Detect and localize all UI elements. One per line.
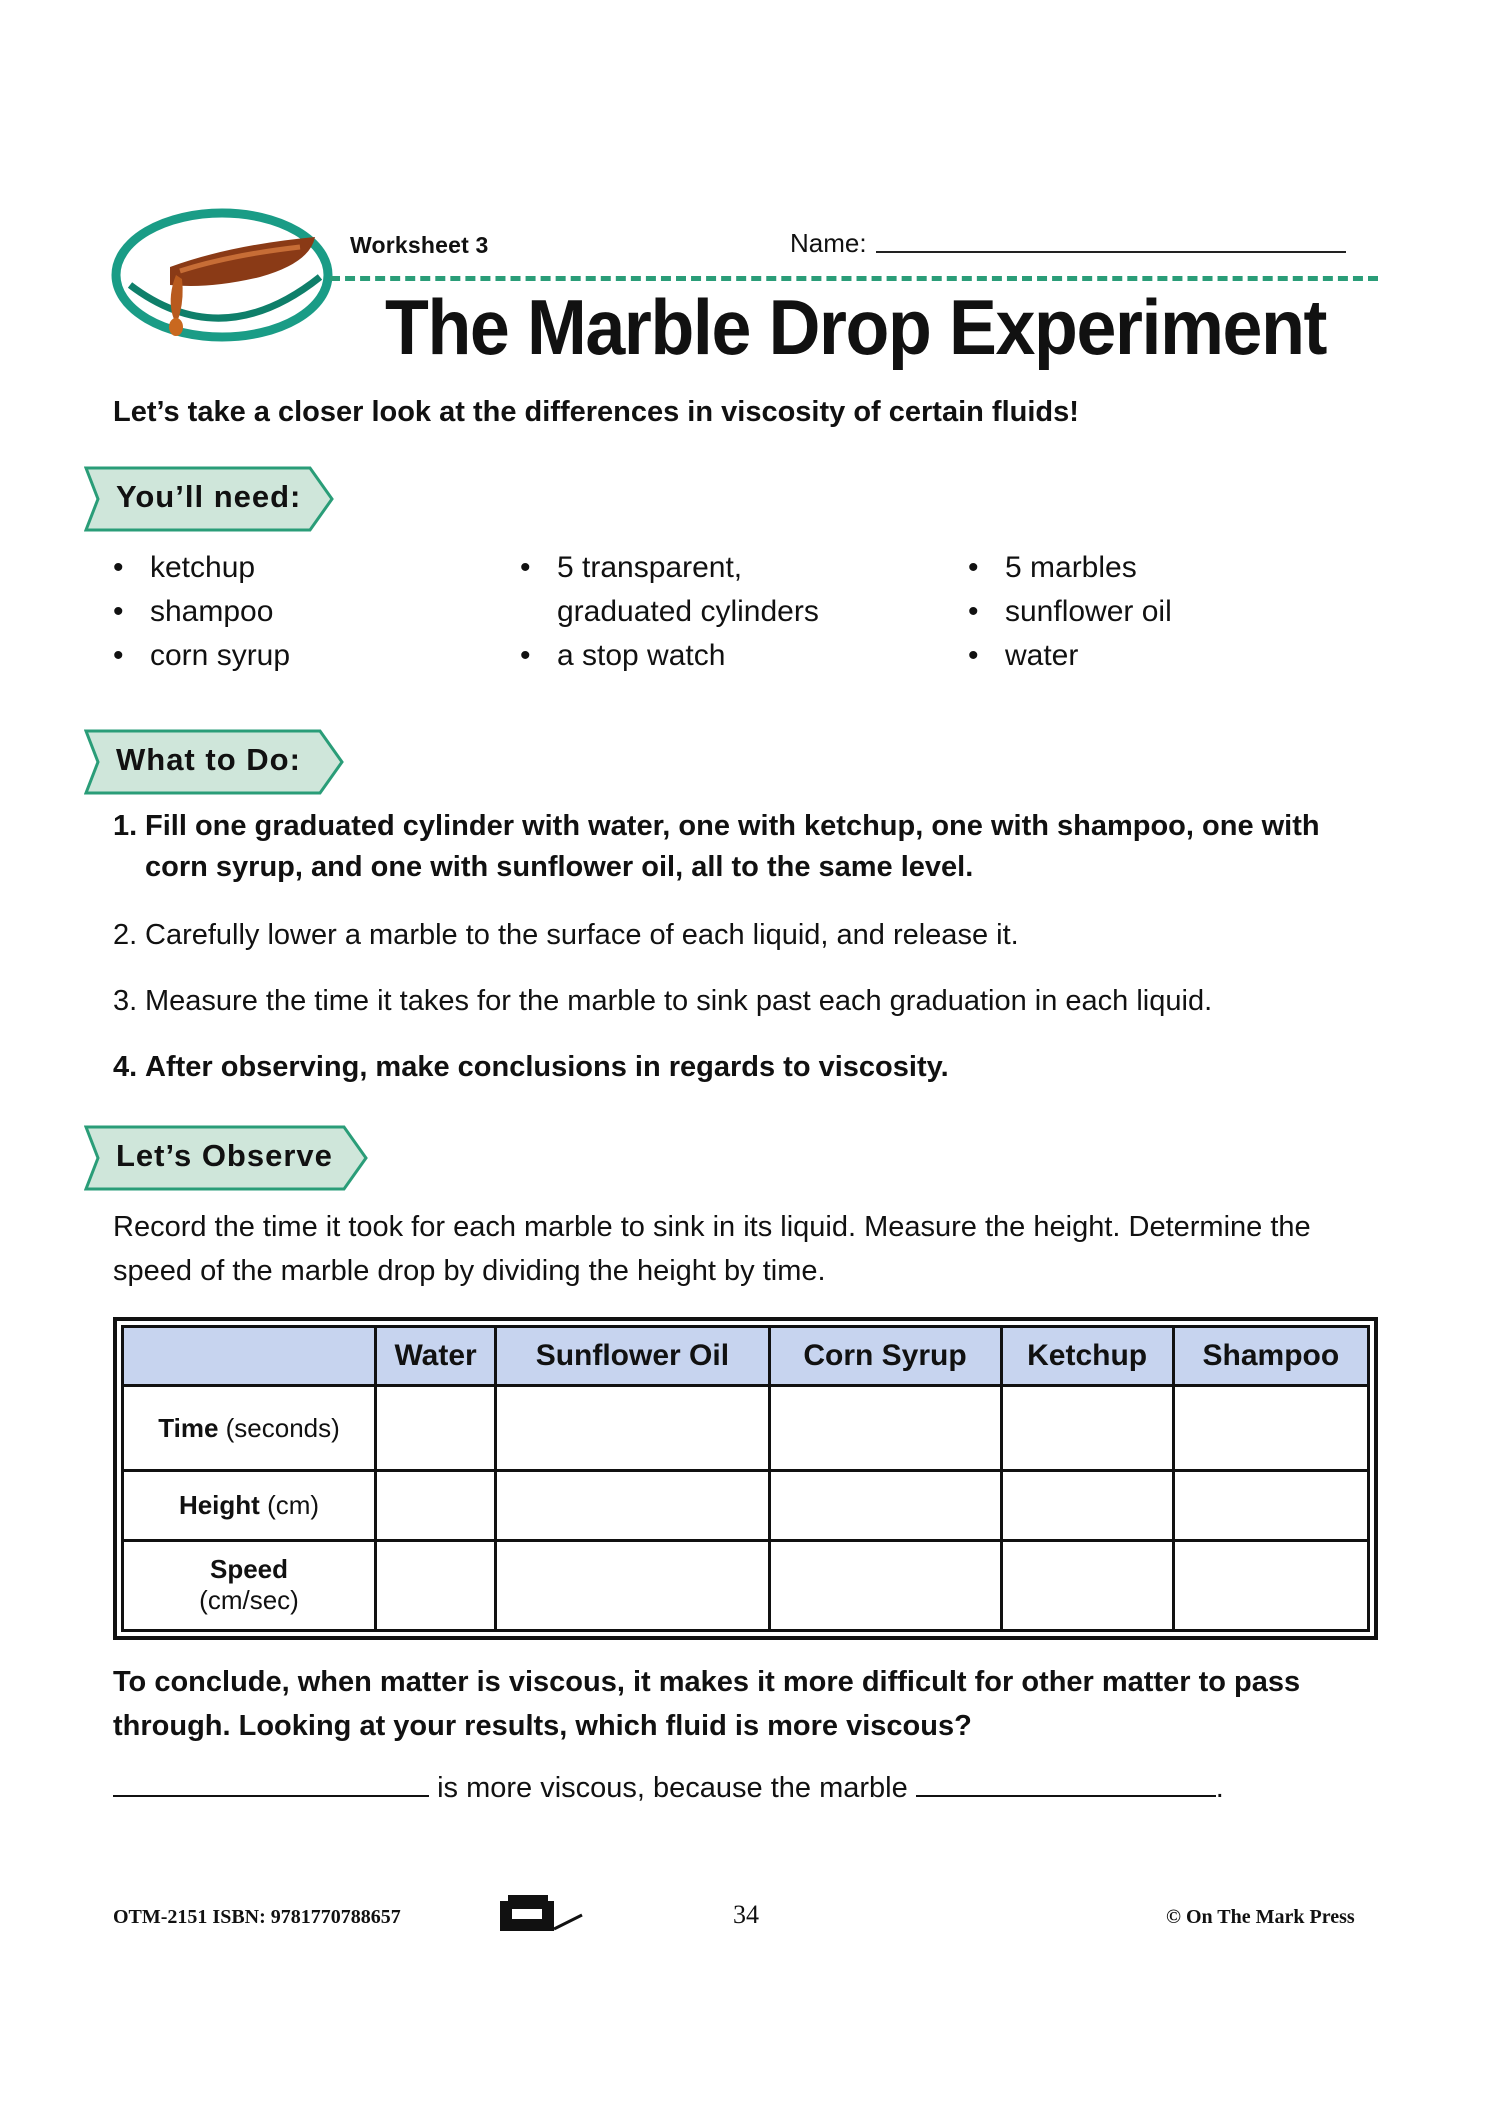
list-item: • ketchup <box>113 546 290 590</box>
needs-list-3 <box>968 546 1172 678</box>
section-title-observe: Let’s Observe <box>116 1138 333 1173</box>
answer-sentence <box>113 1772 1224 1805</box>
list-item: • shampoo <box>113 590 290 634</box>
answer-blank-fluid[interactable] <box>113 1775 429 1797</box>
needs-list-2 <box>520 546 819 678</box>
step-4 <box>113 1051 949 1084</box>
page-title: The Marble Drop Experiment <box>385 283 1327 371</box>
step-1 <box>113 810 1320 884</box>
table-cell[interactable] <box>1001 1471 1173 1541</box>
observe-instructions: Record the time it took for each marble to sink in its liquid. Measure the height. Determine the speed of the marble drop by dividing the height by time. <box>113 1211 1311 1287</box>
table-cell[interactable] <box>1001 1386 1173 1471</box>
table-row <box>123 1540 1369 1630</box>
page-number: 34 <box>733 1900 759 1929</box>
table-cell[interactable] <box>1173 1540 1368 1630</box>
table-cell[interactable] <box>376 1540 496 1630</box>
step-text: Fill one graduated cylinder with water, one with ketchup, one with shampoo, one with <box>145 810 1320 842</box>
section-tab-observe <box>84 1125 368 1191</box>
list-item: • water <box>968 634 1172 678</box>
step-text: Carefully lower a marble to the surface of each liquid, and release it. <box>145 919 1019 951</box>
name-label: Name: <box>790 228 867 258</box>
step-text: Measure the time it takes for the marble to sink past each graduation in each liquid. <box>145 985 1213 1017</box>
table-cell[interactable] <box>769 1540 1001 1630</box>
table-cell[interactable] <box>1173 1386 1368 1471</box>
section-tab-todo <box>84 729 344 795</box>
table-row <box>123 1386 1369 1471</box>
row-header: Speed (cm/sec) <box>123 1540 376 1630</box>
table-cell[interactable] <box>496 1471 769 1541</box>
table-cell[interactable] <box>1173 1471 1368 1541</box>
intro-text: Let’s take a closer look at the differences in viscosity of certain fluids! <box>113 396 1079 428</box>
book-logo-icon <box>498 1893 584 1937</box>
list-item: • corn syrup <box>113 634 290 678</box>
worksheet-label: Worksheet 3 <box>350 232 489 258</box>
table-cell[interactable] <box>376 1471 496 1541</box>
step-number: 4. <box>113 1051 138 1083</box>
answer-end: . <box>1215 1772 1224 1804</box>
answer-blank-reason[interactable] <box>916 1775 1216 1797</box>
list-item-continued: graduated cylinders <box>557 595 819 628</box>
step-number: 1. <box>113 810 138 842</box>
list-item: • a stop watch <box>520 634 819 678</box>
column-header: Sunflower Oil <box>496 1327 769 1386</box>
list-item: • sunflower oil <box>968 590 1172 634</box>
table-cell[interactable] <box>769 1386 1001 1471</box>
step-text: After observing, make conclusions in regards to viscosity. <box>145 1051 949 1083</box>
table-cell[interactable] <box>1001 1540 1173 1630</box>
list-item: • 5 marbles <box>968 546 1172 590</box>
syrup-spoon-logo <box>110 205 338 345</box>
needs-list-1 <box>113 546 290 678</box>
column-header: Ketchup <box>1001 1327 1173 1386</box>
table-cell[interactable] <box>496 1386 769 1471</box>
header-divider <box>330 276 1378 281</box>
step-number: 2. <box>113 919 138 951</box>
table-cell[interactable] <box>496 1540 769 1630</box>
table-row <box>123 1471 1369 1541</box>
list-item: • 5 transparent, <box>520 546 819 590</box>
step-number: 3. <box>113 985 138 1017</box>
row-header: Time (seconds) <box>123 1386 376 1471</box>
section-tab-needs <box>84 466 334 532</box>
column-header: Corn Syrup <box>769 1327 1001 1386</box>
step-text-continued: corn syrup, and one with sunflower oil, all to the same level. <box>145 851 974 883</box>
row-header: Height (cm) <box>123 1471 376 1541</box>
name-field-line[interactable] <box>876 251 1346 253</box>
step-2 <box>113 919 1019 952</box>
section-title-todo: What to Do: <box>116 742 301 777</box>
observation-table <box>113 1317 1378 1640</box>
step-3 <box>113 985 1212 1018</box>
table-cell[interactable] <box>769 1471 1001 1541</box>
answer-text: is more viscous, because the marble <box>437 1772 908 1804</box>
section-title-needs: You’ll need: <box>116 479 302 514</box>
conclusion-text: To conclude, when matter is viscous, it makes it more difficult for other matter to pass through. Looking at your results, which fluid is more viscous? <box>113 1666 1301 1742</box>
table-corner <box>123 1327 376 1386</box>
column-header: Shampoo <box>1173 1327 1368 1386</box>
table-cell[interactable] <box>376 1386 496 1471</box>
footer-code: OTM-2151 ISBN: 9781770788657 <box>113 1906 401 1928</box>
footer-publisher: © On The Mark Press <box>1166 1906 1355 1928</box>
column-header: Water <box>376 1327 496 1386</box>
